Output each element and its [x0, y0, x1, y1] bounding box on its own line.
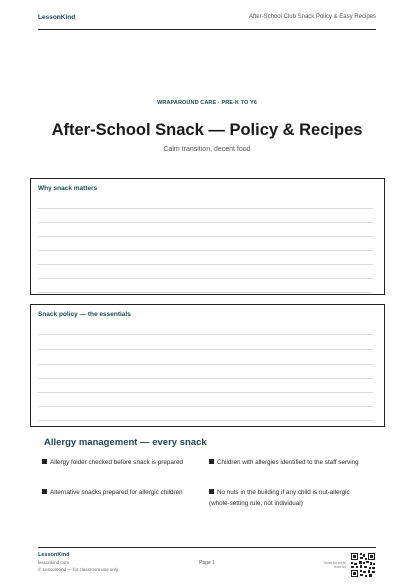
brand-logo-text: LessonKind	[38, 14, 76, 21]
square-bullet-icon	[209, 459, 214, 464]
writing-line	[38, 420, 373, 421]
snack-policy-box	[30, 304, 385, 427]
document-title: After-School Club Snack Policy & Easy Recipes	[248, 14, 376, 20]
square-bullet-icon	[42, 459, 47, 464]
allergy-item-text: Alternative snacks prepared for allergic children	[50, 489, 183, 496]
square-bullet-icon	[42, 489, 47, 494]
eyebrow-label: WRAPAROUND CARE · PRE-K TO Y6	[157, 100, 257, 106]
page-number: Page 1	[199, 560, 215, 566]
footer-brand: LessonKind	[38, 552, 70, 558]
writing-line	[38, 222, 373, 223]
writing-line	[38, 378, 373, 379]
writing-line	[38, 250, 373, 251]
writing-line	[38, 292, 373, 293]
allergy-item-text: Children with allergies identified to the staff serving	[217, 459, 359, 466]
allergy-heading: Allergy management — every snack	[44, 437, 207, 448]
why-snack-matters-box	[30, 178, 385, 295]
section-heading: Snack policy — the essentials	[38, 311, 131, 318]
page-subtitle: Calm transition, decent food	[163, 146, 251, 153]
section-heading: Why snack matters	[38, 185, 98, 192]
page-header	[38, 14, 376, 30]
writing-line	[38, 392, 373, 393]
allergy-item-text: No nuts in the building if any child is nut-allergic (whole-setting rule, not individual)	[209, 489, 350, 507]
square-bullet-icon	[209, 489, 214, 494]
writing-line	[38, 208, 373, 209]
writing-line	[38, 406, 373, 407]
writing-line	[38, 334, 373, 335]
allergy-item	[42, 488, 202, 499]
writing-line	[38, 349, 373, 350]
writing-line	[38, 278, 373, 279]
footer-copyright: © LessonKind — for classroom use only	[38, 567, 119, 572]
writing-line	[38, 364, 373, 365]
allergy-item-text: Allergy folder checked before snack is prepared	[50, 459, 184, 466]
page-title: After-School Snack — Policy & Recipes	[51, 121, 363, 139]
footer-website: lessonkind.com	[38, 560, 70, 565]
page-footer	[38, 547, 376, 579]
allergy-item	[209, 458, 369, 469]
qr-code-icon	[350, 552, 376, 578]
writing-line	[38, 236, 373, 237]
writing-line	[38, 264, 373, 265]
allergy-item	[42, 458, 202, 469]
qr-scan-label: Scan for more from us	[324, 561, 346, 569]
allergy-item	[209, 488, 369, 509]
